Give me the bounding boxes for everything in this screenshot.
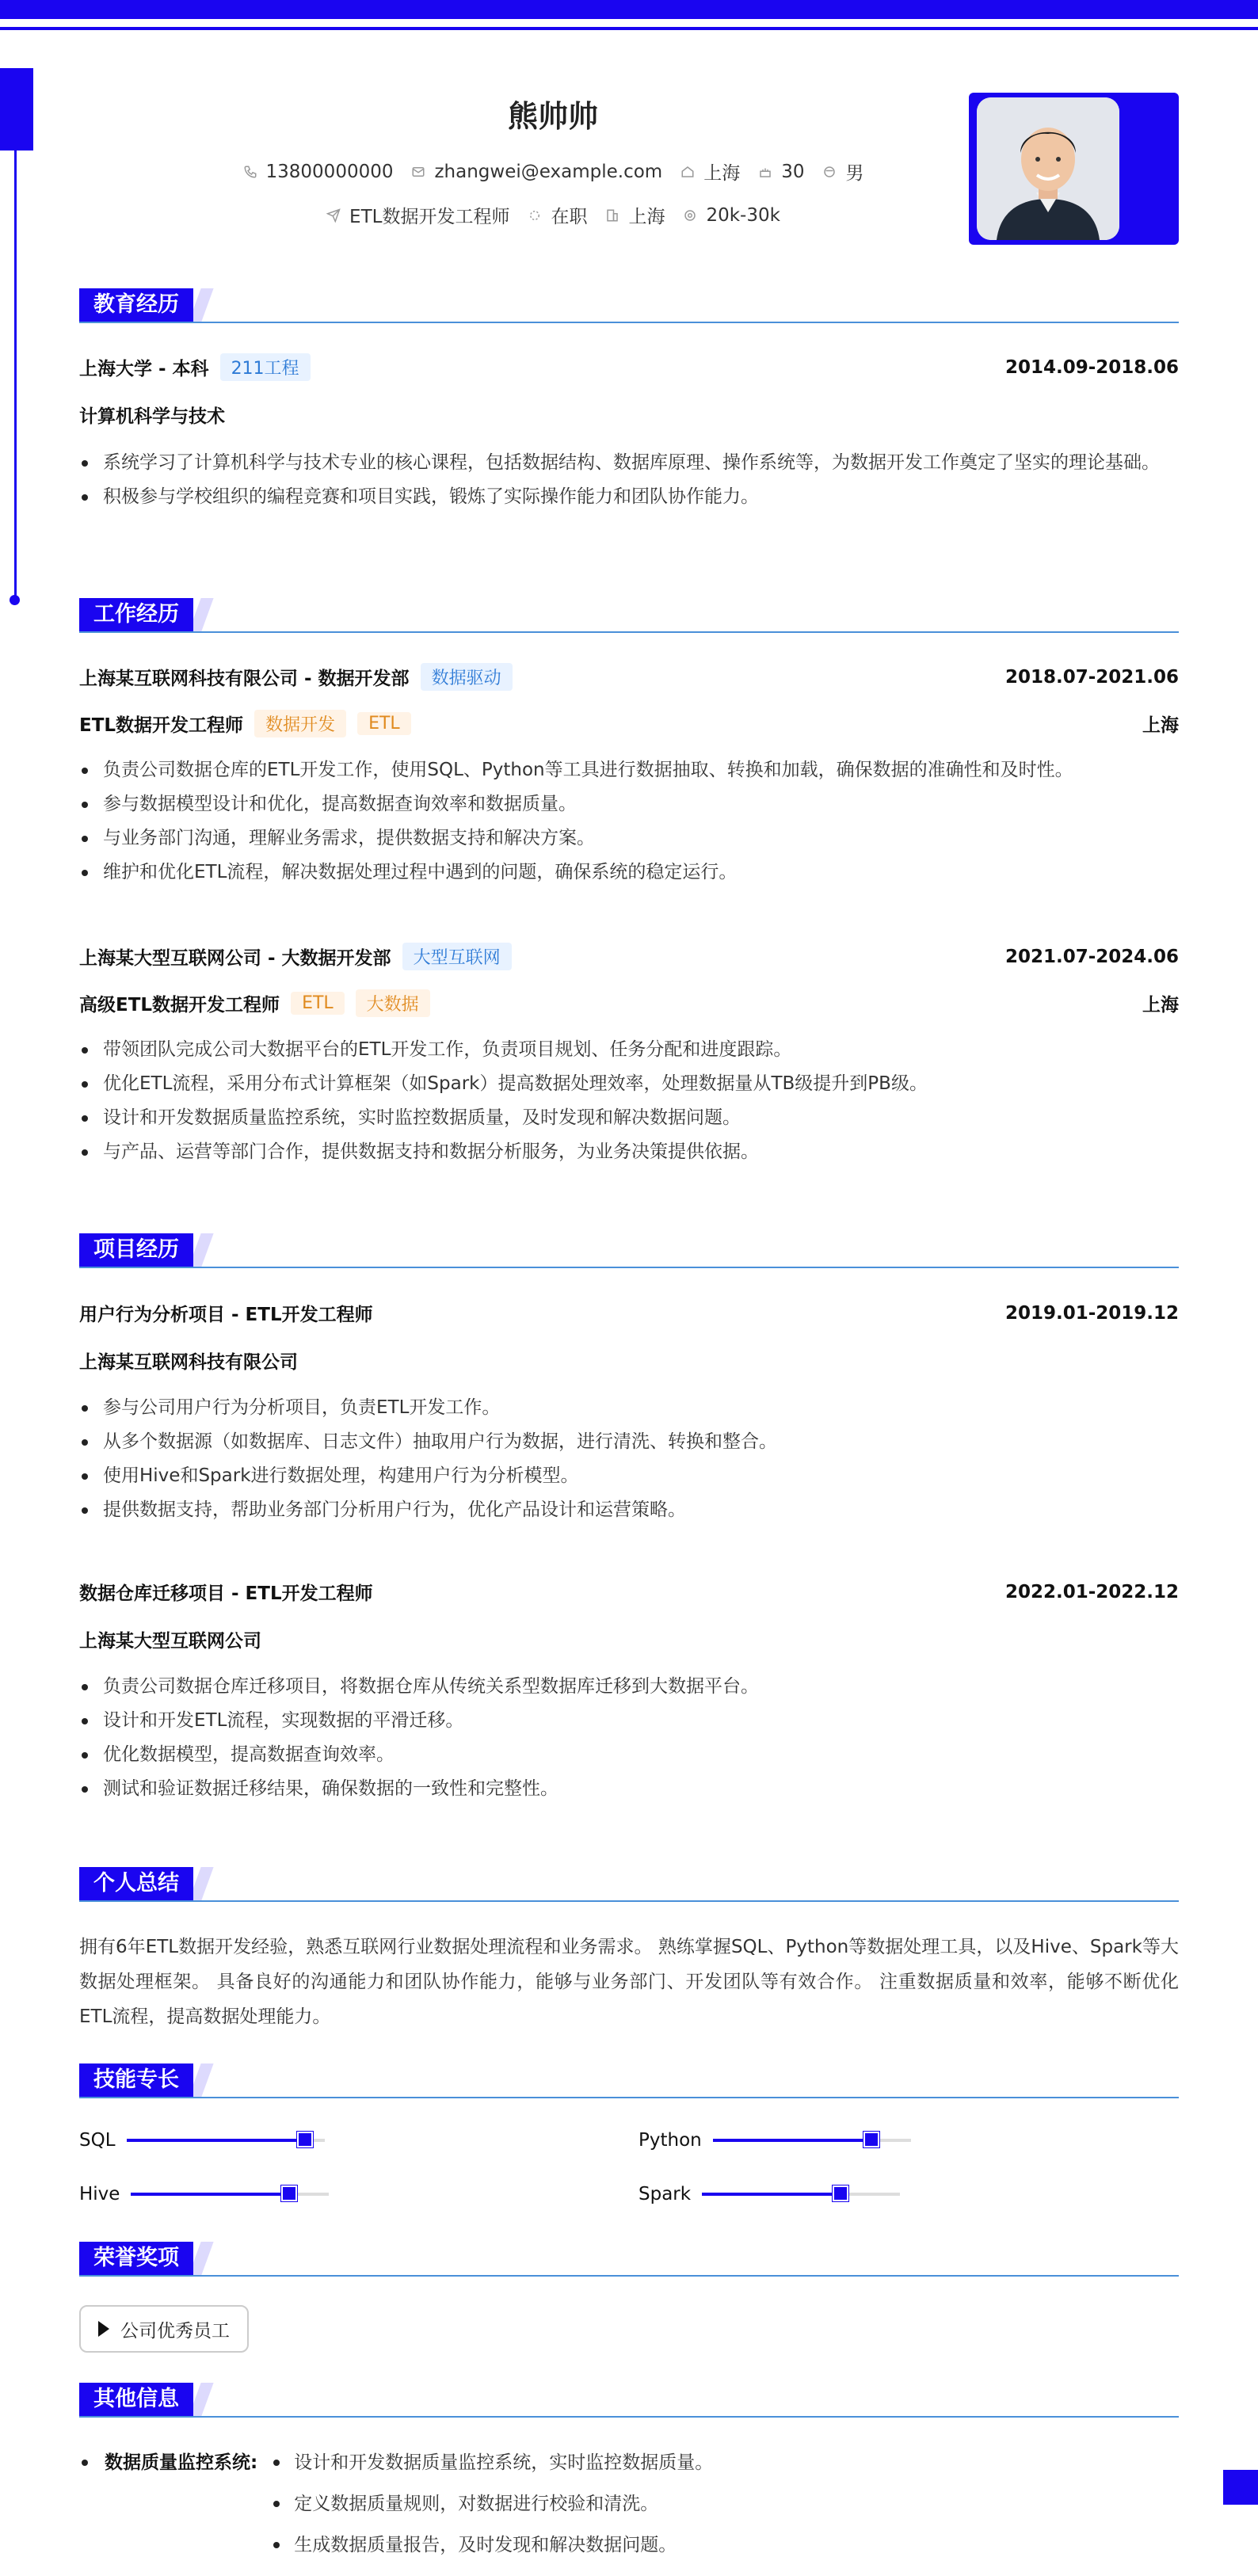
phone-icon <box>242 164 258 180</box>
skill-name: Spark <box>639 2184 692 2204</box>
list-item: 测试和验证数据迁移结果，确保数据的一致性和完整性。 <box>79 1772 1179 1806</box>
gender-icon <box>822 164 837 180</box>
skill-level-fill <box>127 2139 305 2142</box>
project-name: 用户行为分析项目 - ETL开发工程师 <box>79 1305 373 1325</box>
award-item <box>79 2305 249 2353</box>
salary-item <box>682 205 780 226</box>
skill-level-knob <box>863 2132 879 2147</box>
section-divider <box>79 631 1179 633</box>
job-role-group <box>79 710 411 737</box>
skill-level-fill <box>713 2139 871 2142</box>
skill-item <box>639 2184 900 2204</box>
project-period: 2022.01-2022.12 <box>1004 1581 1179 1602</box>
section-divider <box>79 322 1179 323</box>
section-awards <box>79 2242 1179 2277</box>
project-bullets <box>79 1670 1179 1806</box>
job-role: 高级ETL数据开发工程师 <box>79 995 280 1016</box>
position-item <box>326 202 509 228</box>
job-company-tag: 大型互联网 <box>402 943 512 970</box>
skill-item <box>639 2130 911 2151</box>
section-divider <box>79 2275 1179 2277</box>
job-company-group <box>79 663 513 691</box>
top-accent-bar <box>0 0 1258 19</box>
job-role: ETL数据开发工程师 <box>79 715 244 736</box>
job-location: 上海 <box>1142 995 1179 1016</box>
status-item <box>527 202 587 228</box>
list-item: 优化数据模型，提高数据查询效率。 <box>79 1738 1179 1772</box>
skill-level-fill <box>702 2193 841 2196</box>
skill-level-bar <box>713 2139 911 2142</box>
section-title: 项目经历 <box>79 1233 193 1267</box>
skill-level-bar <box>127 2139 325 2142</box>
skill-level-bar <box>131 2193 329 2196</box>
status-text: 在职 <box>551 207 588 227</box>
list-item: 提供数据支持，帮助业务部门分析用户行为，优化产品设计和运营策略。 <box>79 1493 1179 1527</box>
skill-level-bar <box>702 2193 900 2196</box>
job-intent-row <box>79 202 1027 228</box>
side-accent-dot <box>10 595 20 605</box>
section-projects <box>79 1233 1179 1268</box>
home-icon <box>680 164 696 180</box>
list-item: 带领团队完成公司大数据平台的ETL开发工作，负责项目规划、任务分配和进度跟踪。 <box>79 1033 1179 1067</box>
skill-level-knob <box>833 2185 848 2201</box>
list-item: 定义数据质量规则，对数据进行校验和清洗。 <box>267 2483 713 2525</box>
avatar <box>977 97 1119 240</box>
phone-item <box>242 162 394 182</box>
list-item: 设计和开发数据质量监控系统，实时监控数据质量。 <box>267 2442 713 2483</box>
education-major: 计算机科学与技术 <box>79 406 225 427</box>
side-accent-block <box>0 68 33 151</box>
job-company: 上海某互联网科技有限公司 - 数据开发部 <box>79 669 410 689</box>
job-role-row <box>79 989 1179 1017</box>
project-header-row <box>79 1300 1179 1326</box>
job-role-tag: ETL <box>357 712 411 735</box>
project-header-row <box>79 1579 1179 1605</box>
project-name-group <box>79 1300 373 1326</box>
skill-level-knob <box>297 2132 313 2147</box>
other-list <box>267 2442 713 2566</box>
section-other <box>79 2383 1179 2418</box>
section-title: 工作经历 <box>79 598 193 631</box>
section-title: 其他信息 <box>79 2383 193 2416</box>
gender-text: 男 <box>845 163 864 184</box>
list-item: 设计和开发ETL流程，实现数据的平滑迁移。 <box>79 1704 1179 1738</box>
skill-item <box>79 2130 325 2151</box>
other-info <box>79 2442 1179 2566</box>
section-work <box>79 598 1179 633</box>
summary-text: 拥有6年ETL数据开发经验，熟悉互联网行业数据处理流程和业务需求。 熟练掌握SQL、Python等数据处理工具，以及Hive、Spark等大数据处理框架。 具备良好的沟通能力和团队协作能力，能够与业务部门、开发团队等有效合作。 注重数据质量和效率，能够不断优化ETL流程，提高数据处理能力。 <box>79 1937 1179 2027</box>
list-item: 系统学习了计算机科学与技术专业的核心课程，包括数据结构、数据库原理、操作系统等，为数据开发工作奠定了坚实的理论基础。 <box>79 446 1179 480</box>
list-item: 参与公司用户行为分析项目，负责ETL开发工作。 <box>79 1391 1179 1425</box>
skill-name: Python <box>639 2130 702 2151</box>
building-icon <box>604 208 620 223</box>
gender-item <box>822 158 863 185</box>
phone-text: 13800000000 <box>265 161 394 182</box>
position-text: ETL数据开发工程师 <box>349 207 510 227</box>
section-title: 个人总结 <box>79 1867 193 1900</box>
side-accent-line <box>14 151 17 598</box>
project-company: 上海某大型互联网公司 <box>79 1631 261 1652</box>
education-bullets <box>79 446 1179 514</box>
age-item <box>757 162 804 182</box>
list-item: 与业务部门沟通，理解业务需求，提供数据支持和解决方案。 <box>79 821 1179 855</box>
job-location: 上海 <box>1142 715 1179 736</box>
job-company-group <box>79 943 512 970</box>
play-icon <box>98 2321 109 2337</box>
email-item <box>410 162 662 182</box>
education-school: 上海大学 - 本科 <box>79 359 209 379</box>
expected-city-item <box>604 202 665 228</box>
section-title: 教育经历 <box>79 288 193 322</box>
section-divider <box>79 1900 1179 1902</box>
city-text: 上海 <box>703 163 741 184</box>
job-header-row <box>79 663 1179 691</box>
city-item <box>680 158 740 185</box>
contact-row <box>79 158 1027 185</box>
age-icon <box>757 164 773 180</box>
status-icon <box>527 208 543 223</box>
skill-level-knob <box>281 2185 297 2201</box>
job-bullets <box>79 1033 1179 1169</box>
profile-photo-frame <box>969 93 1179 245</box>
list-item: 积极参与学校组织的编程竞赛和项目实践，锻炼了实际操作能力和团队协作能力。 <box>79 480 1179 514</box>
job-role-row <box>79 710 1179 737</box>
job-bullets <box>79 753 1179 890</box>
section-divider <box>79 1267 1179 1268</box>
project-name-group <box>79 1579 373 1605</box>
list-item: 负责公司数据仓库迁移项目，将数据仓库从传统关系型数据库迁移到大数据平台。 <box>79 1670 1179 1704</box>
job-period: 2021.07-2024.06 <box>1004 946 1179 967</box>
education-period: 2014.09-2018.06 <box>1004 356 1179 378</box>
section-divider <box>79 2416 1179 2418</box>
list-item: 优化ETL流程，采用分布式计算框架（如Spark）提高数据处理效率，处理数据量从TB级提升到PB级。 <box>79 1067 1179 1101</box>
project-bullets <box>79 1391 1179 1527</box>
project-period: 2019.01-2019.12 <box>1004 1302 1179 1324</box>
send-icon <box>326 208 341 223</box>
money-icon <box>682 208 698 223</box>
list-item: 负责公司数据仓库的ETL开发工作，使用SQL、Python等工具进行数据抽取、转换和加载，确保数据的准确性和及时性。 <box>79 753 1179 787</box>
job-role-tag: 大数据 <box>356 989 430 1017</box>
job-period: 2018.07-2021.06 <box>1004 666 1179 688</box>
project-company: 上海某互联网科技有限公司 <box>79 1352 298 1373</box>
project-name: 数据仓库迁移项目 - ETL开发工程师 <box>79 1583 373 1604</box>
job-role-group <box>79 989 430 1017</box>
job-company-tag: 数据驱动 <box>421 663 513 691</box>
other-label: 数据质量监控系统: <box>79 2442 257 2566</box>
age-text: 30 <box>781 161 805 182</box>
email-text: zhangwei@example.com <box>434 161 663 182</box>
skill-name: SQL <box>79 2130 116 2151</box>
list-item: 生成数据质量报告，及时发现和解决数据问题。 <box>267 2525 713 2566</box>
section-title: 荣誉奖项 <box>79 2242 193 2275</box>
list-item: 与产品、运营等部门合作，提供数据支持和数据分析服务，为业务决策提供依据。 <box>79 1135 1179 1169</box>
section-title: 技能专长 <box>79 2063 193 2097</box>
salary-text: 20k-30k <box>706 204 780 226</box>
list-item: 维护和优化ETL流程，解决数据处理过程中遇到的问题，确保系统的稳定运行。 <box>79 855 1179 890</box>
candidate-name: 熊帅帅 <box>507 99 598 134</box>
expected-city-text: 上海 <box>628 207 665 227</box>
top-accent-line <box>0 27 1258 30</box>
job-role-tag: 数据开发 <box>254 710 346 737</box>
section-divider <box>79 2097 1179 2098</box>
list-item: 从多个数据源（如数据库、日志文件）抽取用户行为数据，进行清洗、转换和整合。 <box>79 1425 1179 1459</box>
education-header-row <box>79 353 1179 381</box>
education-tag: 211工程 <box>220 353 311 381</box>
education-school-group <box>79 353 311 381</box>
section-skills <box>79 2063 1179 2098</box>
award-label: 公司优秀员工 <box>120 2320 230 2342</box>
list-item: 设计和开发数据质量监控系统，实时监控数据质量，及时发现和解决数据问题。 <box>79 1101 1179 1135</box>
job-role-tag: ETL <box>291 992 345 1015</box>
list-item: 使用Hive和Spark进行数据处理，构建用户行为分析模型。 <box>79 1459 1179 1493</box>
corner-accent-block <box>1223 2470 1258 2505</box>
job-company: 上海某大型互联网公司 - 大数据开发部 <box>79 948 391 969</box>
skill-item <box>79 2184 329 2204</box>
job-header-row <box>79 943 1179 970</box>
skill-level-fill <box>131 2193 289 2196</box>
list-item: 参与数据模型设计和优化，提高数据查询效率和数据质量。 <box>79 787 1179 821</box>
section-summary <box>79 1867 1179 1902</box>
skill-name: Hive <box>79 2184 120 2204</box>
mail-icon <box>410 164 426 180</box>
section-education <box>79 288 1179 323</box>
